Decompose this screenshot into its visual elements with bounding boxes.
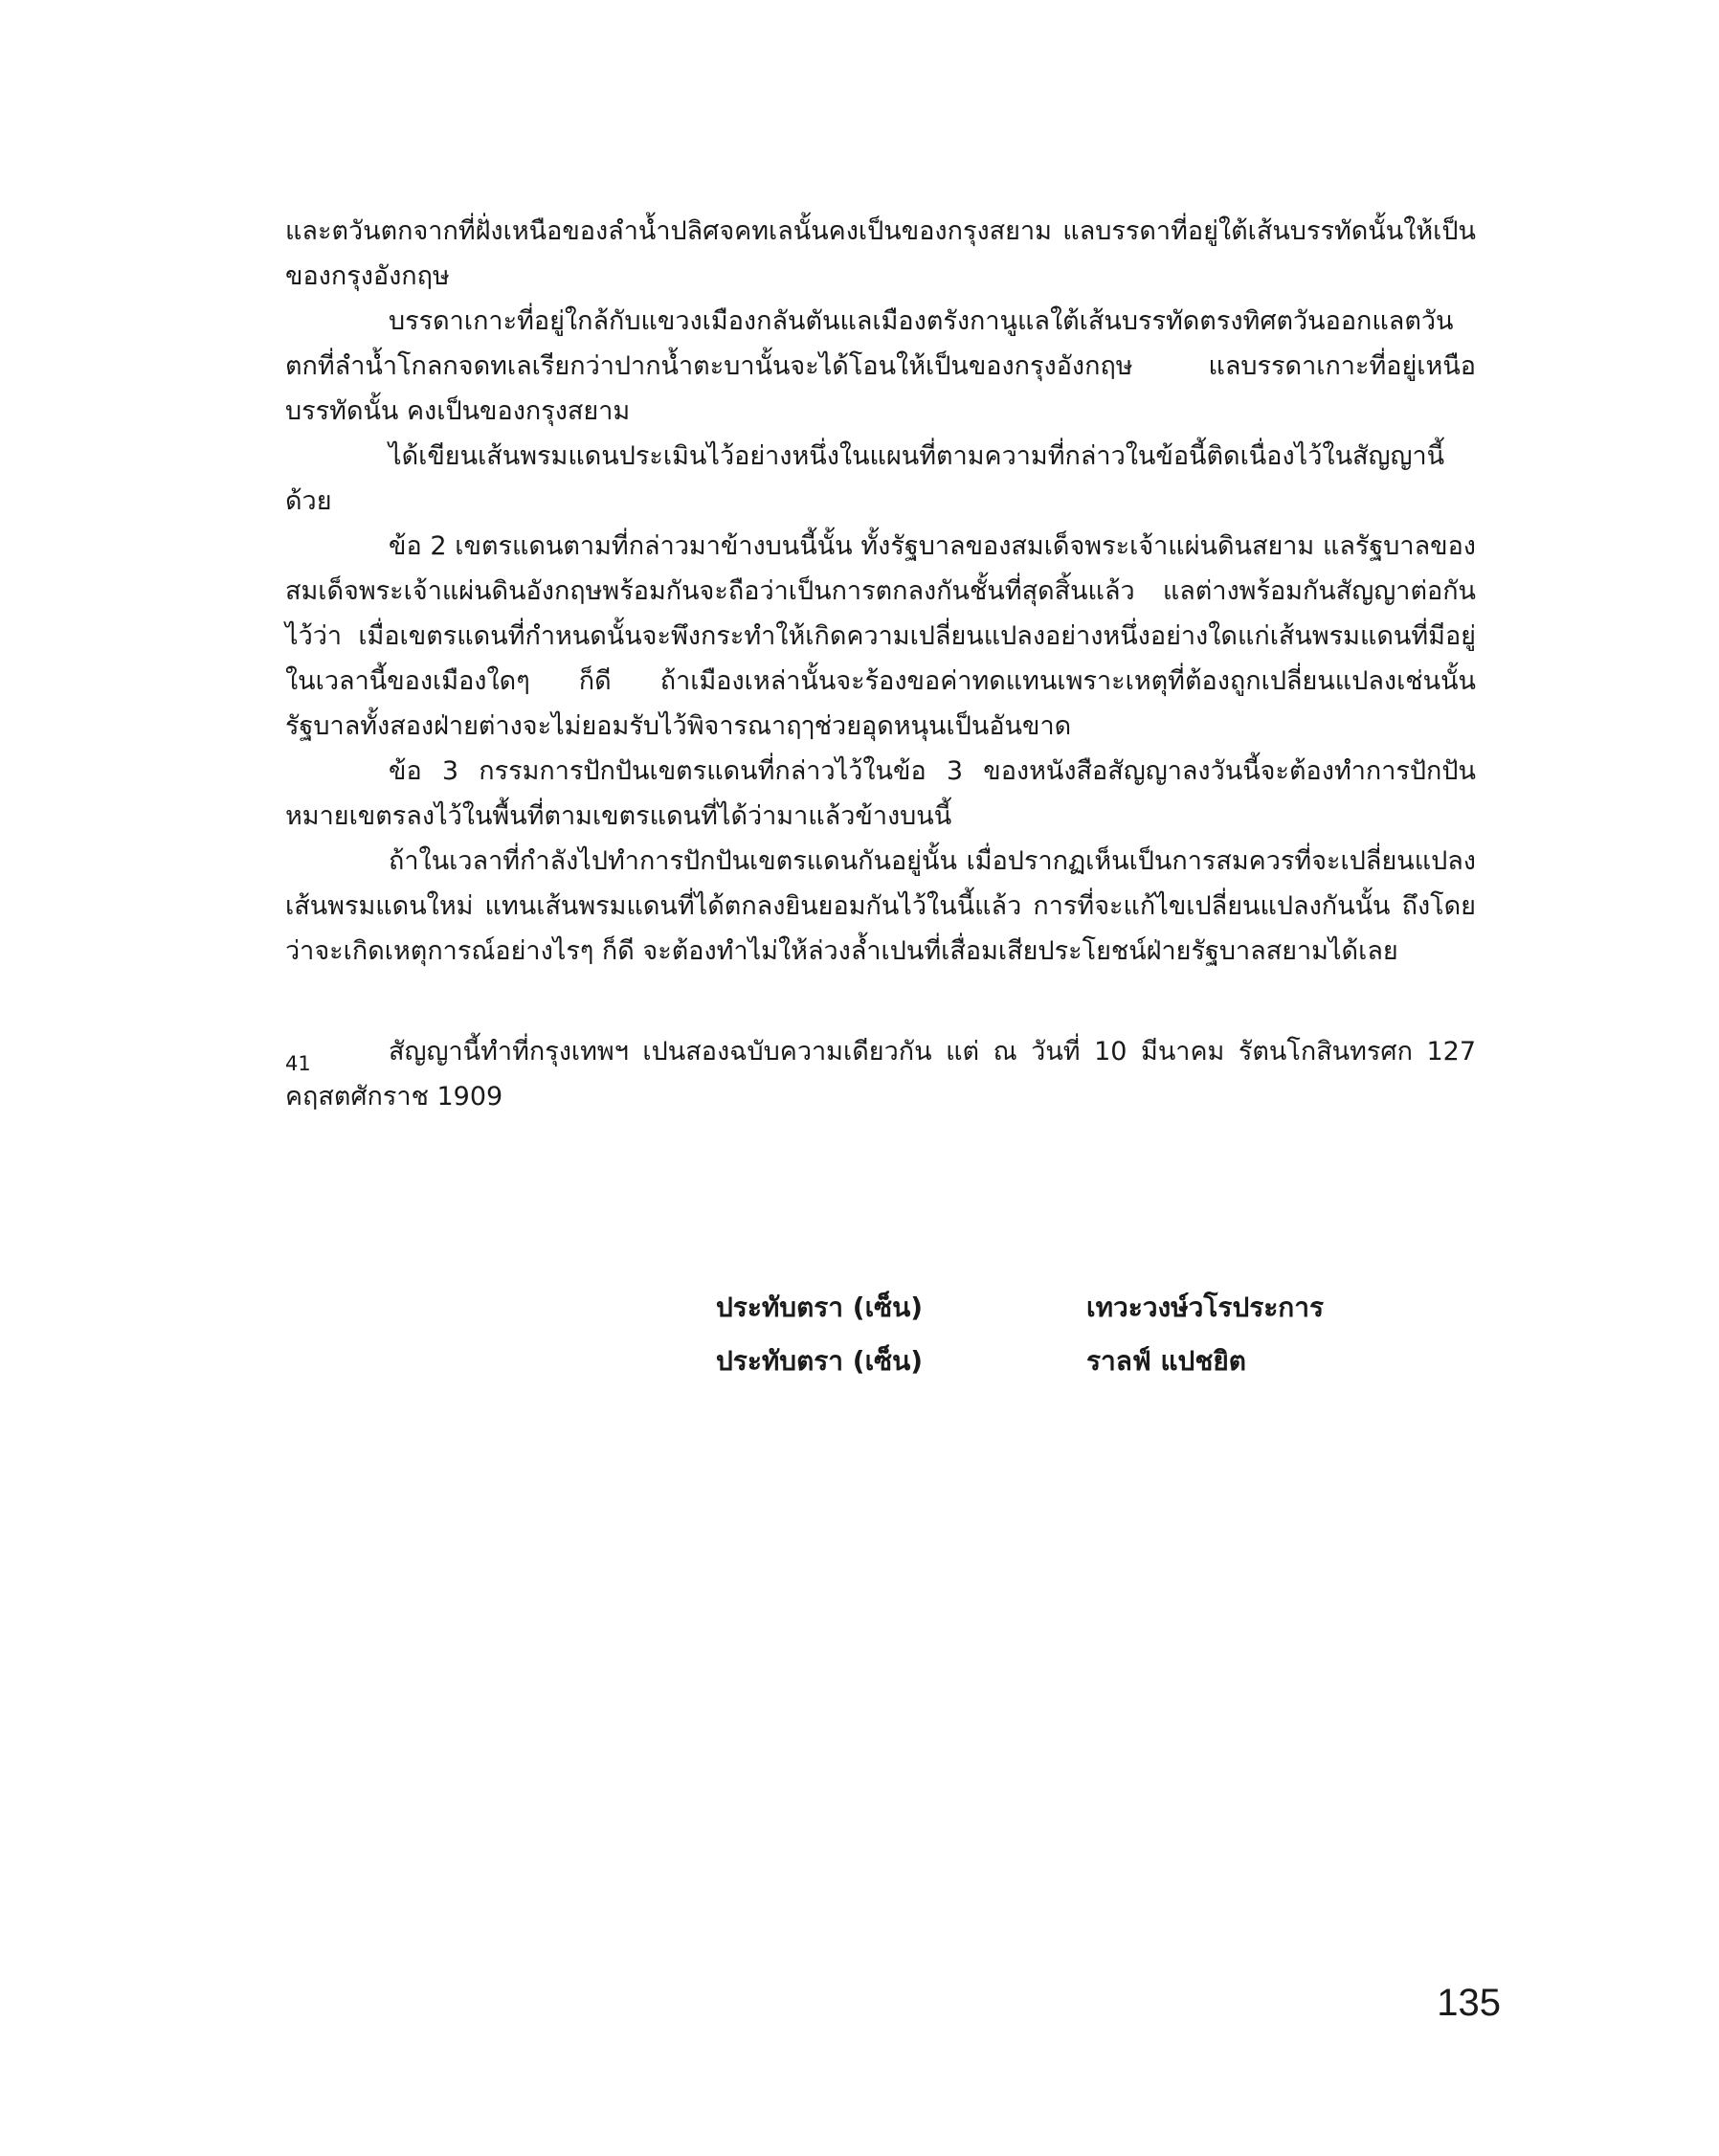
body-text — [285, 209, 1476, 1119]
signature-row — [716, 1281, 1443, 1335]
signatory-name: เทวะวงษ์วโรประการ — [1086, 1291, 1325, 1323]
paragraph-islands: บรรดาเกาะที่อยู่ใกล้กับแขวงเมืองกลันตันแลเมืองตรังกานูแลใต้เส้นบรรทัดตรงทิศตวันออกแลตวันตกที่ลำน้ำโกลกจดทเลเรียกว่าปากน้ำตะบานั้นจะได้โอนให้เป็นของกรุงอังกฤษ แลบรรดาเกาะที่อยู่เหนือบรรทัดนั้น คงเป็นของกรุงสยาม — [285, 306, 1476, 426]
signature-block — [716, 1281, 1443, 1388]
paragraph-closing: สัญญานี้ทำที่กรุงเทพฯ เปนสองฉบับความเดียวกัน แต่ ณ วันที่ 10 มีนาคม รัตนโกสินทรศก 127 คฤสตศักราช 1909 — [285, 1037, 1476, 1112]
signatory-name: ราลฟ์ แปชยิต — [1086, 1345, 1246, 1377]
paragraph-boundary-changes: ถ้าในเวลาที่กำลังไปทำการปักปันเขตรแดนกันอยู่นั้น เมื่อปรากฏเห็นเป็นการสมควรที่จะเปลี่ยนแปลงเส้นพรมแดนใหม่ แทนเส้นพรมแดนที่ได้ตกลงยินยอมกันไว้ในนี้แล้ว การที่จะแก้ไขเปลี่ยนแปลงกันนั้น ถึงโดยว่าจะเกิดเหตุการณ์อย่างไรๆ ก็ดี จะต้องทำไม่ให้ล่วงล้ำเปนที่เสื่อมเสียประโยชน์ฝ่ายรัฐบาลสยามได้เลย — [285, 846, 1476, 966]
signature-row — [716, 1335, 1443, 1388]
paragraph-article-2: ข้อ 2 เขตรแดนตามที่กล่าวมาข้างบนนี้นั้น ทั้งรัฐบาลของสมเด็จพระเจ้าแผ่นดินสยาม แลรัฐบาลของสมเด็จพระเจ้าแผ่นดินอังกฤษพร้อมกันจะถือว่าเป็นการตกลงกันชั้นที่สุดสิ้นแล้ว แลต่างพร้อมกันสัญญาต่อกันไว้ว่า เมื่อเขตรแดนที่กำหนดนั้นจะพึงกระทำให้เกิดความเปลี่ยนแปลงอย่างหนึ่งอย่างใดแก่เส้นพรมแดนที่มีอยู่ในเวลานี้ของเมืองใดๆ ก็ดี ถ้าเมืองเหล่านั้นจะร้องขอค่าทดแทนเพราะเหตุที่ต้องถูกเปลี่ยนแปลงเช่นนั้น รัฐบาลทั้งสองฝ่ายต่างจะไม่ยอมรับไว้พิจารณาฤๅช่วยอุดหนุนเป็นอันขาด — [285, 531, 1476, 741]
closing-paragraph-wrap — [285, 1029, 1476, 1119]
seal-label: ประทับตรา (เซ็น) — [716, 1345, 924, 1377]
paragraph-map-note: ได้เขียนเส้นพรมแดนประเมินไว้อย่างหนึ่งในแผนที่ตามความที่กล่าวในข้อนี้ติดเนื่องไว้ในสัญญานี้ด้วย — [285, 441, 1445, 516]
seal-label: ประทับตรา (เซ็น) — [716, 1291, 924, 1323]
paragraph-article-3: ข้อ 3 กรรมการปักปันเขตรแดนที่กล่าวไว้ในข้อ 3 ของหนังสือสัญญาลงวันนี้จะต้องทำการปักปันหมายเขตรลงไว้ในพื้นที่ตามเขตรแดนที่ได้ว่ามาแล้วข้างบนนี้ — [285, 756, 1476, 831]
page-number: 135 — [1437, 1982, 1501, 2024]
footnote-marker: 41 — [285, 1052, 311, 1075]
paragraph-continuation: และตวันตกจากที่ฝั่งเหนือของลำน้ำปลิศจคทเลนั้นคงเป็นของกรุงสยาม แลบรรดาที่อยู่ใต้เส้นบรรทัดนั้นให้เป็นของกรุงอังกฤษ — [285, 216, 1476, 291]
